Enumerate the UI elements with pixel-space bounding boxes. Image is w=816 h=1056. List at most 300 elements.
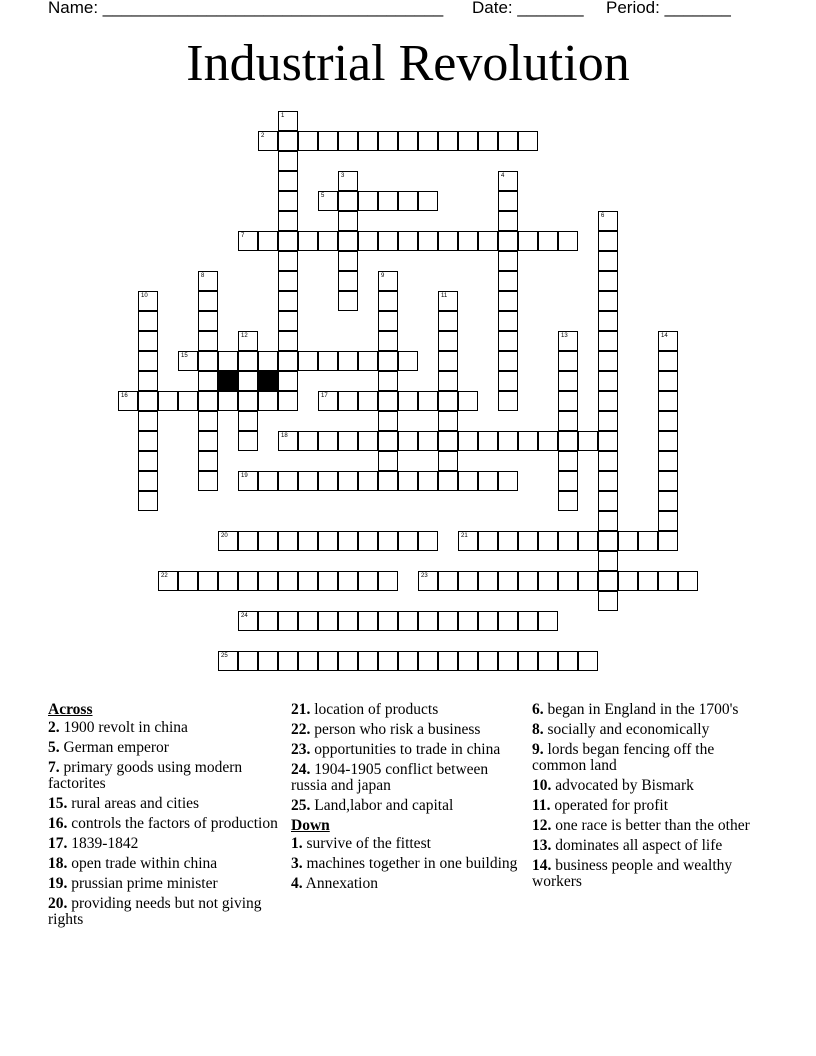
grid-cell[interactable] xyxy=(658,391,678,411)
grid-cell[interactable] xyxy=(438,291,458,311)
grid-cell[interactable] xyxy=(298,611,318,631)
grid-cell[interactable] xyxy=(278,351,298,371)
grid-cell[interactable] xyxy=(458,571,478,591)
clue-number: 7. xyxy=(48,759,60,776)
grid-cell[interactable] xyxy=(378,471,398,491)
grid-cell[interactable] xyxy=(138,411,158,431)
grid-cell[interactable] xyxy=(418,191,438,211)
grid-cell[interactable] xyxy=(498,211,518,231)
grid-cell[interactable] xyxy=(438,311,458,331)
grid-cell[interactable] xyxy=(338,571,358,591)
grid-cell[interactable] xyxy=(598,451,618,471)
grid-cell[interactable] xyxy=(278,571,298,591)
grid-cell[interactable] xyxy=(578,651,598,671)
grid-cell[interactable] xyxy=(338,171,358,191)
grid-cell[interactable] xyxy=(598,551,618,571)
grid-cell[interactable] xyxy=(258,231,278,251)
grid-cell[interactable] xyxy=(218,571,238,591)
grid-cell[interactable] xyxy=(478,471,498,491)
grid-cell[interactable] xyxy=(598,491,618,511)
grid-cell[interactable] xyxy=(438,471,458,491)
grid-cell[interactable] xyxy=(498,371,518,391)
grid-cell[interactable] xyxy=(398,231,418,251)
grid-cell[interactable] xyxy=(438,571,458,591)
grid-cell[interactable] xyxy=(638,571,658,591)
grid-cell[interactable] xyxy=(358,651,378,671)
grid-cell[interactable] xyxy=(658,451,678,471)
grid-cell[interactable] xyxy=(318,471,338,491)
grid-cell[interactable] xyxy=(558,431,578,451)
grid-cell[interactable] xyxy=(398,191,418,211)
grid-cell[interactable] xyxy=(358,431,378,451)
grid-cell[interactable] xyxy=(238,431,258,451)
grid-cell[interactable] xyxy=(278,391,298,411)
grid-cell[interactable] xyxy=(498,191,518,211)
grid-cell[interactable] xyxy=(358,351,378,371)
grid-cell[interactable] xyxy=(278,291,298,311)
grid-cell[interactable] xyxy=(138,391,158,411)
grid-cell[interactable] xyxy=(598,331,618,351)
grid-cell[interactable] xyxy=(378,291,398,311)
grid-cell[interactable] xyxy=(478,131,498,151)
grid-cell[interactable] xyxy=(598,211,618,231)
grid-cell[interactable] xyxy=(238,371,258,391)
grid-cell[interactable] xyxy=(198,331,218,351)
grid-cell[interactable] xyxy=(318,431,338,451)
grid-cell[interactable] xyxy=(398,351,418,371)
grid-cell[interactable] xyxy=(298,651,318,671)
grid-cell[interactable] xyxy=(538,531,558,551)
grid-cell[interactable] xyxy=(498,531,518,551)
grid-cell[interactable] xyxy=(518,651,538,671)
grid-cell[interactable] xyxy=(138,291,158,311)
grid-cell[interactable] xyxy=(358,391,378,411)
grid-cell[interactable] xyxy=(398,131,418,151)
period-field[interactable]: Period: _______ xyxy=(606,0,731,17)
grid-cell[interactable] xyxy=(598,291,618,311)
grid-cell[interactable] xyxy=(278,151,298,171)
grid-cell[interactable] xyxy=(658,411,678,431)
cell-number: 21 xyxy=(461,533,468,539)
grid-cell[interactable] xyxy=(338,431,358,451)
grid-cell[interactable] xyxy=(458,391,478,411)
grid-cell[interactable] xyxy=(478,431,498,451)
grid-cell[interactable] xyxy=(218,531,238,551)
grid-cell[interactable] xyxy=(458,651,478,671)
grid-cell[interactable] xyxy=(498,571,518,591)
grid-cell[interactable] xyxy=(378,611,398,631)
grid-cell[interactable] xyxy=(478,651,498,671)
grid-cell[interactable] xyxy=(478,531,498,551)
grid-cell[interactable] xyxy=(378,371,398,391)
grid-cell[interactable] xyxy=(558,351,578,371)
grid-cell[interactable] xyxy=(658,491,678,511)
grid-cell[interactable] xyxy=(458,131,478,151)
grid-cell[interactable] xyxy=(538,571,558,591)
grid-cell[interactable] xyxy=(498,351,518,371)
grid-cell[interactable] xyxy=(338,251,358,271)
grid-cell[interactable] xyxy=(378,571,398,591)
grid-cell[interactable] xyxy=(218,391,238,411)
grid-cell[interactable] xyxy=(198,351,218,371)
grid-cell[interactable] xyxy=(518,131,538,151)
grid-cell[interactable] xyxy=(338,351,358,371)
grid-cell[interactable] xyxy=(198,291,218,311)
clue-item xyxy=(532,858,762,890)
grid-cell[interactable] xyxy=(138,431,158,451)
grid-cell[interactable] xyxy=(278,271,298,291)
grid-cell[interactable] xyxy=(418,471,438,491)
grid-cell[interactable] xyxy=(278,371,298,391)
grid-cell[interactable] xyxy=(218,651,238,671)
grid-cell[interactable] xyxy=(598,271,618,291)
grid-cell[interactable] xyxy=(438,131,458,151)
grid-cell[interactable] xyxy=(378,431,398,451)
grid-cell[interactable] xyxy=(438,391,458,411)
grid-cell[interactable] xyxy=(498,471,518,491)
grid-cell[interactable] xyxy=(558,571,578,591)
grid-cell[interactable] xyxy=(298,531,318,551)
grid-cell[interactable] xyxy=(478,571,498,591)
grid-cell[interactable] xyxy=(498,431,518,451)
grid-cell[interactable] xyxy=(238,331,258,351)
grid-cell[interactable] xyxy=(458,531,478,551)
grid-cell[interactable] xyxy=(678,571,698,591)
grid-cell[interactable] xyxy=(578,571,598,591)
grid-cell[interactable] xyxy=(558,411,578,431)
cell-number: 7 xyxy=(241,233,245,239)
grid-cell[interactable] xyxy=(278,431,298,451)
grid-cell[interactable] xyxy=(298,471,318,491)
grid-cell[interactable] xyxy=(278,651,298,671)
grid-cell[interactable] xyxy=(258,531,278,551)
grid-cell[interactable] xyxy=(318,571,338,591)
grid-cell[interactable] xyxy=(258,471,278,491)
grid-cell[interactable] xyxy=(558,531,578,551)
grid-cell[interactable] xyxy=(378,391,398,411)
grid-cell[interactable] xyxy=(658,431,678,451)
grid-cell[interactable] xyxy=(198,471,218,491)
grid-cell[interactable] xyxy=(198,431,218,451)
grid-cell[interactable] xyxy=(498,291,518,311)
clue-list xyxy=(291,836,521,892)
grid-cell[interactable] xyxy=(378,131,398,151)
grid-cell[interactable] xyxy=(258,651,278,671)
grid-cell[interactable] xyxy=(478,611,498,631)
grid-cell[interactable] xyxy=(158,571,178,591)
grid-cell[interactable] xyxy=(498,171,518,191)
grid-cell[interactable] xyxy=(658,531,678,551)
grid-cell[interactable] xyxy=(358,571,378,591)
grid-cell[interactable] xyxy=(638,531,658,551)
grid-cell[interactable] xyxy=(118,391,138,411)
grid-cell[interactable] xyxy=(278,131,298,151)
clue-text: business people and wealthy workers xyxy=(532,857,733,890)
grid-cell[interactable] xyxy=(238,351,258,371)
grid-cell[interactable] xyxy=(598,391,618,411)
grid-cell[interactable] xyxy=(218,351,238,371)
grid-cell[interactable] xyxy=(418,431,438,451)
grid-cell[interactable] xyxy=(318,191,338,211)
grid-cell[interactable] xyxy=(358,231,378,251)
grid-cell[interactable] xyxy=(138,371,158,391)
across-heading: Across xyxy=(48,701,93,718)
grid-cell[interactable] xyxy=(338,651,358,671)
grid-cell[interactable] xyxy=(598,311,618,331)
grid-cell[interactable] xyxy=(318,651,338,671)
grid-cell[interactable] xyxy=(558,331,578,351)
grid-cell[interactable] xyxy=(478,231,498,251)
grid-cell[interactable] xyxy=(258,351,278,371)
grid-cell[interactable] xyxy=(418,651,438,671)
grid-cell[interactable] xyxy=(358,131,378,151)
grid-cell[interactable] xyxy=(138,471,158,491)
grid-cell[interactable] xyxy=(578,531,598,551)
grid-cell[interactable] xyxy=(458,471,478,491)
grid-cell[interactable] xyxy=(378,331,398,351)
grid-cell[interactable] xyxy=(198,371,218,391)
grid-cell[interactable] xyxy=(318,611,338,631)
grid-cell[interactable] xyxy=(378,271,398,291)
grid-cell[interactable] xyxy=(558,491,578,511)
grid-cell[interactable] xyxy=(198,311,218,331)
grid-cell[interactable] xyxy=(398,431,418,451)
grid-cell[interactable] xyxy=(318,391,338,411)
grid-cell[interactable] xyxy=(318,231,338,251)
clue-list xyxy=(48,720,278,928)
grid-cell[interactable] xyxy=(318,351,338,371)
grid-cell[interactable] xyxy=(558,651,578,671)
grid-cell[interactable] xyxy=(598,471,618,491)
grid-cell[interactable] xyxy=(558,371,578,391)
grid-cell[interactable] xyxy=(378,451,398,471)
grid-cell[interactable] xyxy=(498,391,518,411)
grid-cell[interactable] xyxy=(278,171,298,191)
date-field[interactable]: Date: _______ xyxy=(472,0,584,17)
grid-cell[interactable] xyxy=(338,471,358,491)
cell-number: 18 xyxy=(281,433,288,439)
grid-cell[interactable] xyxy=(378,231,398,251)
grid-cell[interactable] xyxy=(418,571,438,591)
grid-cell[interactable] xyxy=(238,471,258,491)
grid-cell[interactable] xyxy=(438,431,458,451)
grid-cell[interactable] xyxy=(558,231,578,251)
grid-cell[interactable] xyxy=(398,391,418,411)
grid-cell[interactable] xyxy=(598,251,618,271)
grid-cell[interactable] xyxy=(558,451,578,471)
grid-cell[interactable] xyxy=(238,531,258,551)
grid-cell[interactable] xyxy=(438,451,458,471)
grid-cell[interactable] xyxy=(658,511,678,531)
grid-cell[interactable] xyxy=(258,391,278,411)
grid-cell[interactable] xyxy=(418,231,438,251)
grid-cell[interactable] xyxy=(318,531,338,551)
grid-cell[interactable] xyxy=(398,471,418,491)
grid-cell[interactable] xyxy=(278,331,298,351)
clues-column-3 xyxy=(532,700,762,894)
grid-cell[interactable] xyxy=(498,331,518,351)
grid-cell[interactable] xyxy=(318,131,338,151)
grid-cell[interactable] xyxy=(498,131,518,151)
grid-cell[interactable] xyxy=(298,431,318,451)
grid-cell[interactable] xyxy=(298,231,318,251)
grid-cell[interactable] xyxy=(278,111,298,131)
grid-cell[interactable] xyxy=(238,391,258,411)
grid-cell[interactable] xyxy=(338,271,358,291)
clue-text: opportunities to trade in china xyxy=(310,741,501,758)
grid-cell[interactable] xyxy=(518,531,538,551)
grid-cell[interactable] xyxy=(338,211,358,231)
grid-cell[interactable] xyxy=(278,311,298,331)
grid-cell[interactable] xyxy=(558,391,578,411)
grid-cell[interactable] xyxy=(378,311,398,331)
grid-cell[interactable] xyxy=(498,651,518,671)
grid-cell[interactable] xyxy=(598,431,618,451)
grid-cell[interactable] xyxy=(178,351,198,371)
grid-cell[interactable] xyxy=(378,651,398,671)
grid-cell[interactable] xyxy=(378,411,398,431)
grid-cell[interactable] xyxy=(358,611,378,631)
grid-cell[interactable] xyxy=(658,371,678,391)
grid-cell[interactable] xyxy=(238,411,258,431)
grid-cell[interactable] xyxy=(238,231,258,251)
grid-cell[interactable] xyxy=(238,651,258,671)
grid-cell[interactable] xyxy=(258,571,278,591)
grid-cell[interactable] xyxy=(258,131,278,151)
grid-cell[interactable] xyxy=(438,351,458,371)
grid-cell[interactable] xyxy=(338,531,358,551)
grid-cell[interactable] xyxy=(178,571,198,591)
grid-cell[interactable] xyxy=(538,231,558,251)
grid-cell[interactable] xyxy=(358,471,378,491)
grid-cell[interactable] xyxy=(358,531,378,551)
clue-text: machines together in one building xyxy=(302,855,518,872)
grid-cell[interactable] xyxy=(338,191,358,211)
grid-cell[interactable] xyxy=(338,611,358,631)
grid-cell[interactable] xyxy=(258,611,278,631)
grid-cell[interactable] xyxy=(438,371,458,391)
clue-text: advocated by Bismark xyxy=(551,777,694,794)
grid-cell[interactable] xyxy=(138,491,158,511)
grid-cell[interactable] xyxy=(198,571,218,591)
grid-cell[interactable] xyxy=(658,331,678,351)
grid-cell[interactable] xyxy=(178,391,198,411)
grid-cell[interactable] xyxy=(378,531,398,551)
grid-cell[interactable] xyxy=(338,231,358,251)
clue-item xyxy=(291,856,521,872)
grid-cell[interactable] xyxy=(398,651,418,671)
grid-cell[interactable] xyxy=(518,611,538,631)
grid-cell[interactable] xyxy=(498,251,518,271)
grid-cell[interactable] xyxy=(518,231,538,251)
grid-cell[interactable] xyxy=(378,351,398,371)
grid-cell[interactable] xyxy=(418,531,438,551)
grid-cell[interactable] xyxy=(198,451,218,471)
grid-cell[interactable] xyxy=(598,591,618,611)
grid-cell[interactable] xyxy=(278,191,298,211)
grid-cell[interactable] xyxy=(358,191,378,211)
grid-cell[interactable] xyxy=(398,531,418,551)
grid-cell[interactable] xyxy=(298,351,318,371)
grid-cell[interactable] xyxy=(438,231,458,251)
grid-cell[interactable] xyxy=(558,471,578,491)
grid-cell[interactable] xyxy=(278,471,298,491)
grid-cell[interactable] xyxy=(438,611,458,631)
grid-cell[interactable] xyxy=(538,651,558,671)
grid-cell[interactable] xyxy=(138,351,158,371)
grid-cell[interactable] xyxy=(298,131,318,151)
grid-cell[interactable] xyxy=(278,251,298,271)
grid-cell[interactable] xyxy=(538,431,558,451)
grid-cell[interactable] xyxy=(438,411,458,431)
grid-cell[interactable] xyxy=(418,131,438,151)
grid-cell[interactable] xyxy=(458,611,478,631)
grid-cell[interactable] xyxy=(138,451,158,471)
grid-cell[interactable] xyxy=(198,391,218,411)
grid-cell[interactable] xyxy=(658,571,678,591)
grid-cell[interactable] xyxy=(598,511,618,531)
grid-cell[interactable] xyxy=(398,611,418,631)
grid-cell[interactable] xyxy=(198,411,218,431)
grid-cell[interactable] xyxy=(618,571,638,591)
grid-cell[interactable] xyxy=(518,571,538,591)
grid-cell[interactable] xyxy=(598,351,618,371)
grid-cell[interactable] xyxy=(518,431,538,451)
grid-cell[interactable] xyxy=(458,431,478,451)
grid-cell[interactable] xyxy=(598,371,618,391)
grid-cell[interactable] xyxy=(298,571,318,591)
grid-cell[interactable] xyxy=(498,311,518,331)
grid-cell[interactable] xyxy=(138,311,158,331)
grid-cell[interactable] xyxy=(538,611,558,631)
grid-cell[interactable] xyxy=(658,471,678,491)
clue-item xyxy=(532,702,762,718)
grid-cell[interactable] xyxy=(198,271,218,291)
grid-cell[interactable] xyxy=(458,231,478,251)
grid-cell[interactable] xyxy=(138,331,158,351)
grid-cell[interactable] xyxy=(278,211,298,231)
grid-cell[interactable] xyxy=(598,231,618,251)
name-field[interactable]: Name: ____________________________________ xyxy=(48,0,444,17)
grid-cell[interactable] xyxy=(578,431,598,451)
grid-cell[interactable] xyxy=(418,611,438,631)
grid-cell[interactable] xyxy=(418,391,438,411)
grid-cell[interactable] xyxy=(158,391,178,411)
grid-cell[interactable] xyxy=(378,191,398,211)
grid-cell[interactable] xyxy=(278,531,298,551)
grid-cell[interactable] xyxy=(438,651,458,671)
grid-cell[interactable] xyxy=(598,571,618,591)
cell-number: 1 xyxy=(281,113,285,119)
grid-cell[interactable] xyxy=(598,411,618,431)
grid-cell[interactable] xyxy=(498,271,518,291)
clue-item xyxy=(532,818,762,834)
black-cell xyxy=(258,371,278,391)
grid-cell[interactable] xyxy=(278,611,298,631)
grid-cell[interactable] xyxy=(598,531,618,551)
grid-cell[interactable] xyxy=(238,611,258,631)
grid-cell[interactable] xyxy=(238,571,258,591)
grid-cell[interactable] xyxy=(338,131,358,151)
grid-cell[interactable] xyxy=(658,351,678,371)
grid-cell[interactable] xyxy=(438,331,458,351)
grid-cell[interactable] xyxy=(498,611,518,631)
grid-cell[interactable] xyxy=(278,231,298,251)
grid-cell[interactable] xyxy=(338,291,358,311)
grid-cell[interactable] xyxy=(498,231,518,251)
grid-cell[interactable] xyxy=(618,531,638,551)
grid-cell[interactable] xyxy=(338,391,358,411)
